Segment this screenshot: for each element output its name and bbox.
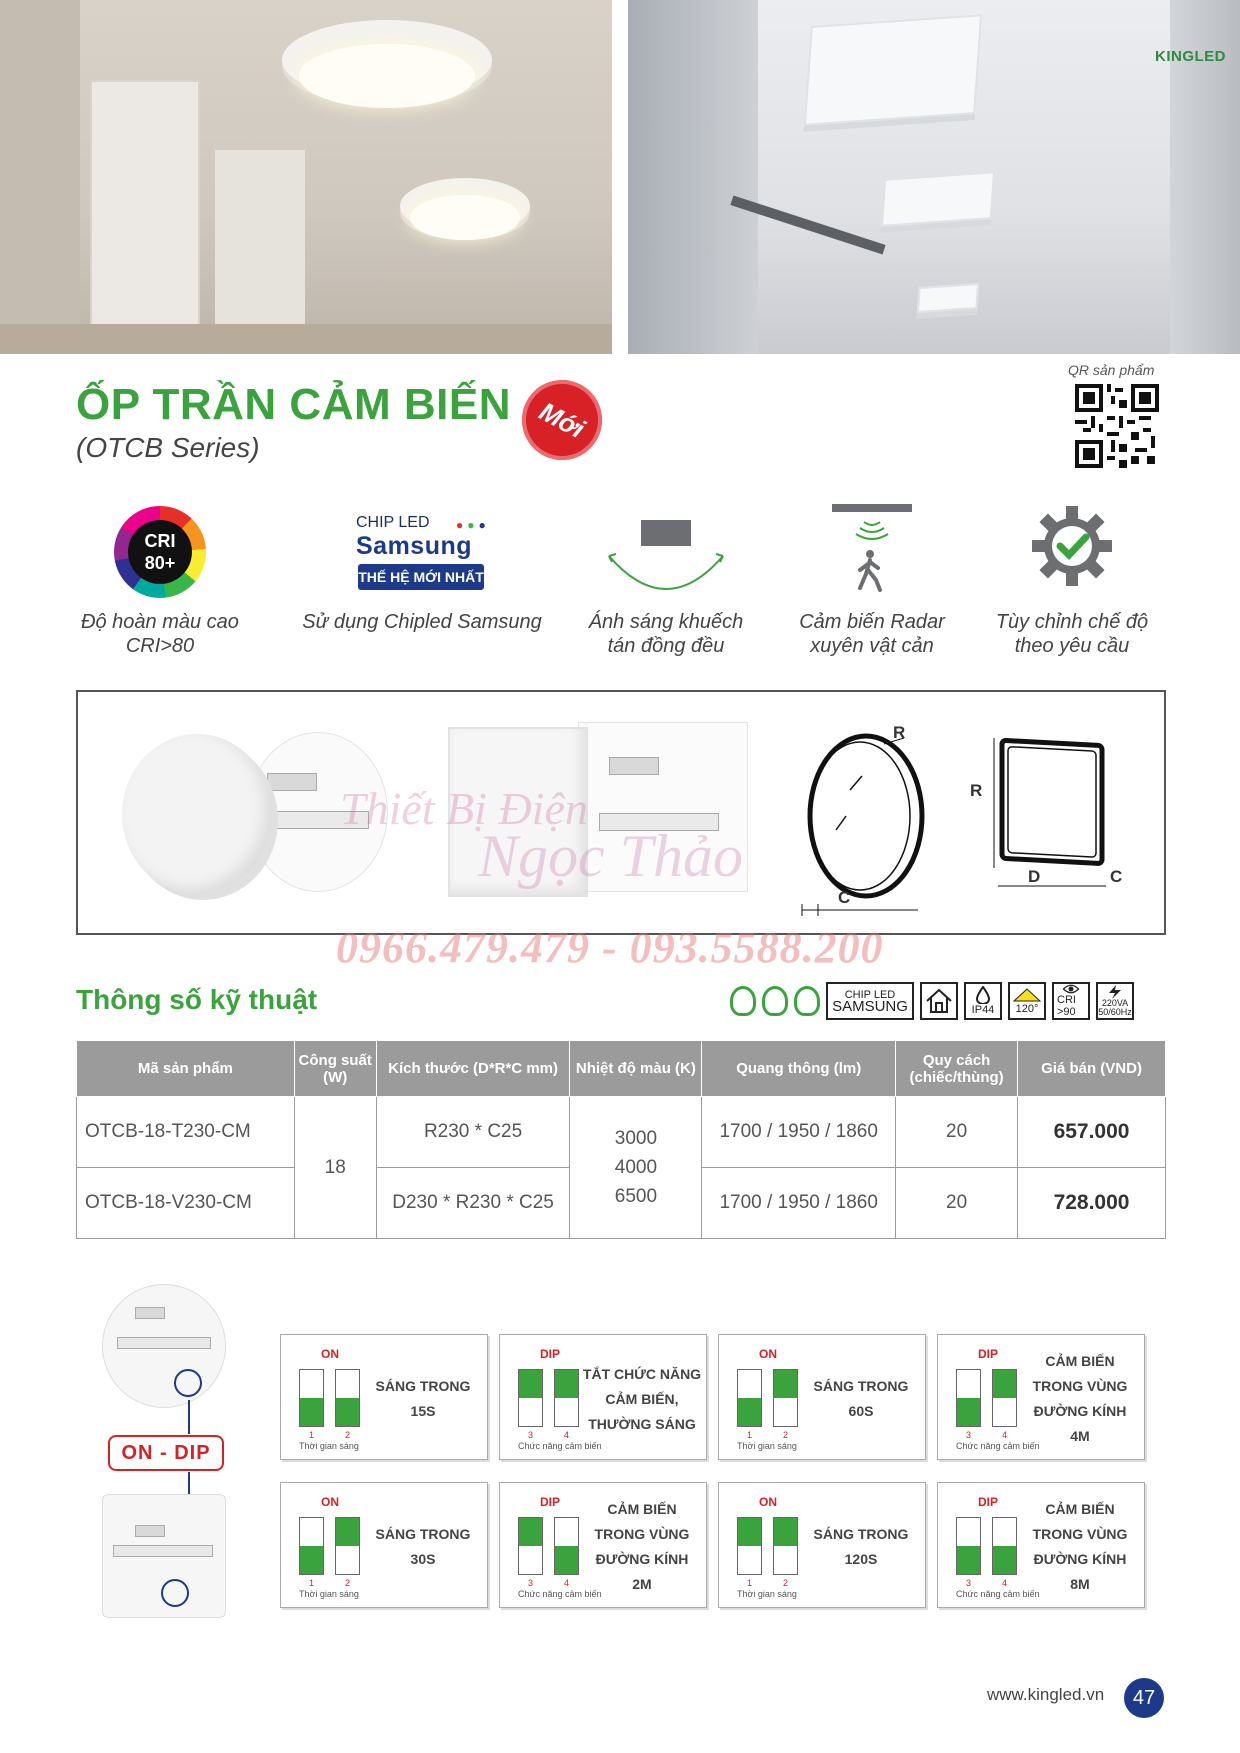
switch-caption: Thời gian sáng [299,1441,359,1451]
spec-icon-row [730,980,1134,1022]
color-temp-cell: 3000 4000 6500 [570,1097,702,1239]
watermark-text: Thiết Bị Điện [340,783,588,834]
square-light-back-thumb [102,1494,226,1618]
lumen-cell: 1700 / 1950 / 1860 [702,1097,896,1168]
dip-switch-2[interactable] [773,1517,798,1575]
dip-switch-1[interactable] [956,1517,981,1575]
switch-caption: Thời gian sáng [737,1589,797,1599]
svg-text:C: C [838,888,851,907]
cri-color-wheel-icon: CRI 80+ [114,506,206,598]
dip-setting-card [718,1334,926,1460]
dip-switch-1[interactable] [299,1369,324,1427]
page-number: 47 [1124,1678,1164,1718]
price-cell: 728.000 [1018,1168,1166,1239]
table-row [77,1097,1166,1168]
switch-number: 2 [783,1430,789,1440]
column-header: Nhiệt độ màu (K) [570,1041,702,1097]
square-dimension-drawing [958,698,1138,928]
product-code: OTCB-18-V230-CM [77,1168,295,1239]
setting-description: SÁNG TRONG 30S [375,1526,471,1567]
dip-switch-2[interactable] [773,1369,798,1427]
svg-text:R: R [970,781,983,800]
switch-number: 1 [309,1578,315,1588]
svg-text:C: C [1110,867,1123,886]
bulb-icon [730,986,756,1016]
qr-caption: QR sản phẩm [1068,362,1155,378]
ip-rating-icon: IP44 [964,982,1002,1020]
bulb-icon [794,986,820,1016]
dip-switch-2[interactable] [335,1369,360,1427]
pack-cell: 20 [896,1168,1018,1239]
hero-photo-square-lights [628,0,1240,354]
column-header: Mã sản phẩm [77,1041,295,1097]
feature-label: Độ hoàn màu cao CRI>80 [81,611,239,657]
feature-cri [60,500,260,658]
setting-description: SÁNG TRONG 15S [375,1378,471,1419]
dip-switch-1[interactable] [299,1517,324,1575]
hero-photo-round-lights [0,0,612,354]
radar-motion-sensor-icon [822,500,922,600]
switch-caption: Chức năng cảm biến [956,1441,1040,1451]
switch-number: 2 [345,1430,351,1440]
dip-switch-1[interactable] [518,1517,543,1575]
svg-text:R: R [893,723,906,742]
switch-number: 1 [747,1430,753,1440]
switch-number: 4 [1002,1578,1008,1588]
brand-logo: KINGLED [1155,48,1226,65]
switch-number: 1 [309,1430,315,1440]
website-link[interactable]: www.kingled.vn [987,1685,1105,1704]
dip-setting-card [280,1334,488,1460]
dip-switch-2[interactable] [554,1517,579,1575]
indoor-house-icon [920,982,958,1020]
size-cell: R230 * C25 [376,1097,570,1168]
feature-radar [772,500,972,658]
round-light-back-thumb [102,1284,226,1408]
switch-number: 4 [564,1430,570,1440]
feature-label: Tùy chỉnh chế độ theo yêu cầu [995,611,1149,657]
mode-label: DIP [540,1495,561,1509]
column-header: Giá bán (VND) [1018,1041,1166,1097]
price-cell: 657.000 [1018,1097,1166,1168]
switch-number: 3 [966,1430,972,1440]
dip-switch-1[interactable] [518,1369,543,1427]
page-subtitle: (OTCB Series) [76,432,260,463]
column-header: Kích thước (D*R*C mm) [376,1041,570,1097]
pack-cell: 20 [896,1097,1018,1168]
dip-switch-2[interactable] [335,1517,360,1575]
setting-description: SÁNG TRONG 60S [813,1378,909,1419]
power-cell: 18 [294,1097,376,1239]
on-dip-label: ON - DIP [108,1435,224,1471]
feature-label: Sử dụng Chipled Samsung [302,611,542,633]
switch-number: 4 [564,1578,570,1588]
dip-setting-card [718,1482,926,1608]
mode-label: ON [321,1495,339,1509]
dip-switch-2[interactable] [992,1369,1017,1427]
column-header: Công suất (W) [294,1041,376,1097]
dip-switch-2[interactable] [992,1517,1017,1575]
power-voltage-icon: 220VA 50/60Hz [1096,982,1134,1020]
mode-label: DIP [978,1347,999,1361]
switch-number: 4 [1002,1430,1008,1440]
switch-number: 3 [966,1578,972,1588]
setting-description: SÁNG TRONG 120S [813,1526,909,1567]
column-header: Quy cách (chiếc/thùng) [896,1041,1018,1097]
mode-label: ON [759,1347,777,1361]
setting-description: TẮT CHỨC NĂNG CẢM BIẾN, THƯỜNG SÁNG [582,1365,702,1432]
watermark-text: Ngọc Thảo [478,823,744,889]
setting-description: CẢM BIẾN TRONG VÙNG ĐƯỜNG KÍNH 8M [1032,1501,1128,1592]
dip-switch-2[interactable] [554,1369,579,1427]
switch-number: 2 [783,1578,789,1588]
eye-cri-icon: CRI >90 [1052,982,1090,1020]
dip-setting-card [280,1482,488,1608]
dip-switch-1[interactable] [956,1369,981,1427]
size-cell: D230 * R230 * C25 [376,1168,570,1239]
lumen-cell: 1700 / 1950 / 1860 [702,1168,896,1239]
gear-check-icon [1030,504,1114,588]
new-badge: Mới [508,366,616,474]
samsung-chip-icon: CHIP LED ●●● Samsung THẾ HỆ MỚI NHẤT [297,500,547,610]
switch-number: 3 [528,1430,534,1440]
page-title: ỐP TRẦN CẢM BIẾN [76,380,511,429]
feature-samsung-chip [297,500,547,634]
switch-caption: Chức năng cảm biến [956,1589,1040,1599]
watermark-phone: 0966.479.479 - 093.5588.200 [336,923,884,972]
switch-caption: Chức năng cảm biến [518,1589,602,1599]
feature-custom-mode [972,500,1172,658]
dip-setting-card [937,1482,1145,1608]
feature-diffusion [566,500,766,658]
feature-label: Cảm biến Radar xuyên vật cản [799,611,945,657]
switch-caption: Thời gian sáng [737,1441,797,1451]
switch-caption: Chức năng cảm biến [518,1441,602,1451]
svg-text:D: D [1028,867,1041,886]
round-dimension-drawing [788,698,968,928]
product-code: OTCB-18-T230-CM [77,1097,295,1168]
dip-switch-1[interactable] [737,1517,762,1575]
dip-switch-1[interactable] [737,1369,762,1427]
column-header: Quang thông (lm) [702,1041,896,1097]
light-diffusion-icon [601,504,731,604]
spec-table [76,1040,1166,1239]
arrow-down-icon [188,1400,190,1434]
round-light-image [122,734,272,894]
switch-caption: Thời gian sáng [299,1589,359,1599]
spec-heading: Thông số kỹ thuật [76,984,318,1015]
product-drawing-box [76,690,1166,935]
dip-setting-card [937,1334,1145,1460]
setting-description: CẢM BIẾN TRONG VÙNG ĐƯỜNG KÍNH 2M [594,1501,690,1592]
mode-label: ON [321,1347,339,1361]
dip-setting-card [499,1334,707,1460]
bulb-icon [762,986,788,1016]
mode-label: DIP [540,1347,561,1361]
switch-number: 1 [747,1578,753,1588]
switch-number: 2 [345,1578,351,1588]
feature-label: Ánh sáng khuếch tán đồng đều [588,611,744,657]
switch-number: 3 [528,1578,534,1588]
qr-code-icon[interactable] [1075,384,1159,468]
dip-setting-card [499,1482,707,1608]
mode-label: DIP [978,1495,999,1509]
chip-led-samsung-icon: CHIP LED SAMSUNG [826,982,914,1020]
setting-description: CẢM BIẾN TRONG VÙNG ĐƯỜNG KÍNH 4M [1032,1353,1128,1444]
beam-angle-icon: 120° [1008,982,1046,1020]
mode-label: ON [759,1495,777,1509]
